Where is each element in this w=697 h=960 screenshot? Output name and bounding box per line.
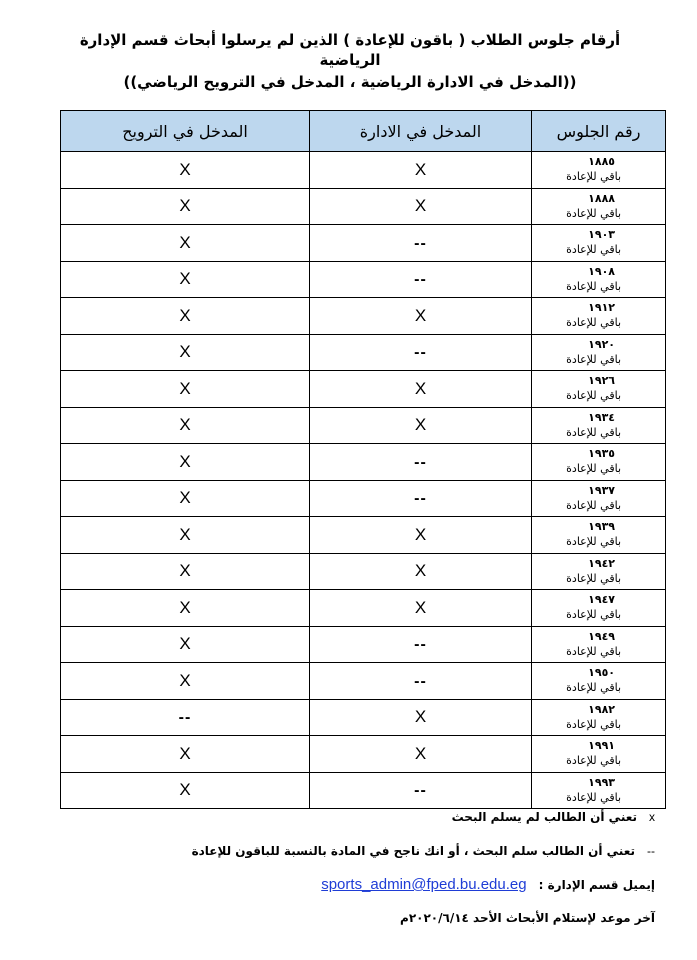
recreation-entry-mark: X <box>179 415 191 435</box>
legend-dash <box>192 843 655 859</box>
seat-cell <box>532 152 666 189</box>
seats-table <box>60 110 666 809</box>
seat-number: ١٩٤٧ <box>588 593 615 607</box>
admin-entry-mark: X <box>414 561 427 581</box>
recreation-entry-cell <box>61 225 310 262</box>
seat-status: باقي للإعادة <box>566 206 621 220</box>
seat-number: ١٩٣٥ <box>588 447 615 461</box>
admin-entry-mark: X <box>414 305 427 325</box>
table-row <box>61 590 666 627</box>
seat-status: باقي للإعادة <box>566 352 621 366</box>
table-row <box>61 444 666 481</box>
seat-status: باقي للإعادة <box>566 717 621 731</box>
recreation-entry-mark: X <box>179 670 191 690</box>
admin-entry-mark: X <box>414 597 427 617</box>
legend-x <box>452 809 655 825</box>
recreation-entry-cell <box>61 517 310 554</box>
seat-status: باقي للإعادة <box>566 644 621 658</box>
seat-number: ١٩٣٩ <box>588 520 615 534</box>
recreation-entry-mark: X <box>179 634 191 654</box>
admin-entry-mark: -- <box>414 271 427 289</box>
admin-entry-mark: -- <box>414 234 427 252</box>
admin-entry-mark: X <box>414 196 427 216</box>
admin-entry-cell <box>310 736 532 773</box>
table-row <box>61 371 666 408</box>
seat-status: باقي للإعادة <box>566 681 621 695</box>
seat-status: باقي للإعادة <box>566 279 621 293</box>
seat-status: باقي للإعادة <box>566 571 621 585</box>
admin-entry-cell <box>310 517 532 554</box>
recreation-entry-cell <box>61 407 310 444</box>
seat-number: ١٩٩١ <box>588 739 615 753</box>
column-header-admin-entry: المدخل في الادارة <box>310 111 532 152</box>
recreation-entry-cell <box>61 188 310 225</box>
recreation-entry-mark: X <box>179 597 191 617</box>
column-header-seat-number: رقم الجلوس <box>532 111 666 152</box>
contact-row <box>321 877 655 893</box>
seat-number: ١٩٤٩ <box>588 629 615 643</box>
table-row <box>61 188 666 225</box>
admin-entry-mark: -- <box>414 490 427 508</box>
seat-number: ١٨٨٨ <box>588 191 615 205</box>
admin-entry-mark: X <box>414 524 427 544</box>
table-row <box>61 699 666 736</box>
admin-entry-cell <box>310 699 532 736</box>
recreation-entry-mark: X <box>179 451 191 471</box>
recreation-entry-cell <box>61 371 310 408</box>
legend-dash-text: تعني أن الطالب سلم البحث ، أو انك ناجح في المادة بالنسبة للباقون للإعادة <box>191 844 635 858</box>
recreation-entry-mark: X <box>179 305 191 325</box>
email-label: إيميل قسم الإدارة : <box>538 878 655 892</box>
table-row <box>61 225 666 262</box>
recreation-entry-mark: X <box>179 342 191 362</box>
admin-entry-cell <box>310 371 532 408</box>
page-title: أرقام جلوس الطلاب ( باقون للإعادة ) الذين لم يرسلوا أبحاث قسم الإدارة الرياضية <box>79 31 621 69</box>
admin-entry-mark: -- <box>414 782 427 800</box>
admin-entry-cell <box>310 225 532 262</box>
table-row <box>61 334 666 371</box>
seat-cell <box>532 261 666 298</box>
seat-cell <box>532 480 666 517</box>
seat-cell <box>532 334 666 371</box>
recreation-entry-mark: X <box>179 159 191 179</box>
table-row <box>61 261 666 298</box>
admin-entry-mark: -- <box>414 344 427 362</box>
table-row <box>61 736 666 773</box>
legend-dash-symbol: -- <box>647 844 655 858</box>
deadline-note: آخر موعد لإستلام الأبحاث الأحد ٢٠٢٠/٦/١٤م <box>400 911 655 925</box>
admin-entry-cell <box>310 188 532 225</box>
recreation-entry-cell <box>61 480 310 517</box>
seat-cell <box>532 225 666 262</box>
recreation-entry-cell <box>61 444 310 481</box>
table-row <box>61 517 666 554</box>
table-row <box>61 626 666 663</box>
recreation-entry-cell <box>61 626 310 663</box>
recreation-entry-mark: X <box>179 524 191 544</box>
admin-entry-mark: X <box>414 378 427 398</box>
admin-entry-mark: X <box>414 159 427 179</box>
recreation-entry-cell <box>61 553 310 590</box>
seat-status: باقي للإعادة <box>566 498 621 512</box>
admin-entry-cell <box>310 480 532 517</box>
seat-cell <box>532 590 666 627</box>
recreation-entry-cell <box>61 590 310 627</box>
admin-entry-cell <box>310 553 532 590</box>
table-row <box>61 553 666 590</box>
table-row <box>61 772 666 809</box>
seat-status: باقي للإعادة <box>566 389 621 403</box>
seat-status: باقي للإعادة <box>566 170 621 184</box>
seat-status: باقي للإعادة <box>566 462 621 476</box>
recreation-entry-cell <box>61 699 310 736</box>
table-header-row <box>61 111 666 152</box>
admin-entry-cell <box>310 626 532 663</box>
seat-number: ١٩٠٣ <box>588 228 615 242</box>
recreation-entry-cell <box>61 772 310 809</box>
seat-cell <box>532 371 666 408</box>
recreation-entry-mark: X <box>179 780 191 800</box>
admin-entry-mark: X <box>414 415 427 435</box>
seat-number: ١٩٢٦ <box>588 374 615 388</box>
seat-cell <box>532 699 666 736</box>
seat-status: باقي للإعادة <box>566 425 621 439</box>
recreation-entry-cell <box>61 663 310 700</box>
admin-entry-mark: -- <box>414 672 427 690</box>
legend-x-symbol: x <box>649 810 655 824</box>
admin-entry-mark: -- <box>414 453 427 471</box>
seat-number: ١٩٨٢ <box>588 702 615 716</box>
recreation-entry-mark: X <box>179 196 191 216</box>
seat-number: ١٩٩٣ <box>588 775 615 789</box>
admin-entry-cell <box>310 444 532 481</box>
table-row <box>61 298 666 335</box>
page-subtitle: ((المدخل في الادارة الرياضية ، المدخل في الترويح الرياضي)) <box>123 73 577 91</box>
admin-entry-cell <box>310 772 532 809</box>
admin-entry-cell <box>310 261 532 298</box>
seat-status: باقي للإعادة <box>566 790 621 804</box>
seat-number: ١٩٥٠ <box>588 666 615 680</box>
seat-number: ١٩٣٤ <box>588 410 615 424</box>
seat-cell <box>532 663 666 700</box>
admin-entry-cell <box>310 407 532 444</box>
seat-number: ١٨٨٥ <box>588 155 615 169</box>
seat-cell <box>532 772 666 809</box>
seat-cell <box>532 298 666 335</box>
seat-cell <box>532 626 666 663</box>
recreation-entry-mark: X <box>179 561 191 581</box>
seat-number: ١٩٠٨ <box>588 264 615 278</box>
seat-number: ١٩٣٧ <box>588 483 615 497</box>
table-row <box>61 152 666 189</box>
table-row <box>61 407 666 444</box>
recreation-entry-mark: X <box>179 488 191 508</box>
seat-cell <box>532 407 666 444</box>
recreation-entry-cell <box>61 152 310 189</box>
admin-entry-cell <box>310 590 532 627</box>
seat-status: باقي للإعادة <box>566 243 621 257</box>
seat-number: ١٩٢٠ <box>588 337 615 351</box>
admin-entry-mark: -- <box>414 636 427 654</box>
column-header-recreation-entry: المدخل في الترويح <box>61 111 310 152</box>
seat-status: باقي للإعادة <box>566 754 621 768</box>
admin-entry-mark: X <box>414 743 427 763</box>
recreation-entry-cell <box>61 261 310 298</box>
seat-cell <box>532 444 666 481</box>
recreation-entry-cell <box>61 298 310 335</box>
admin-entry-cell <box>310 298 532 335</box>
recreation-entry-cell <box>61 736 310 773</box>
recreation-entry-mark: X <box>179 269 191 289</box>
table-row <box>61 663 666 700</box>
table-row <box>61 480 666 517</box>
seat-cell <box>532 188 666 225</box>
seat-number: ١٩١٢ <box>588 301 615 315</box>
seat-status: باقي للإعادة <box>566 535 621 549</box>
recreation-entry-mark: X <box>179 743 191 763</box>
admin-entry-cell <box>310 663 532 700</box>
email-link[interactable]: sports_admin@fped.bu.edu.eg <box>321 876 527 893</box>
recreation-entry-cell <box>61 334 310 371</box>
seat-number: ١٩٤٢ <box>588 556 615 570</box>
recreation-entry-mark: X <box>179 232 191 252</box>
seat-cell <box>532 517 666 554</box>
legend-x-text: تعني أن الطالب لم يسلم البحث <box>451 810 637 824</box>
recreation-entry-mark: X <box>179 378 191 398</box>
admin-entry-cell <box>310 334 532 371</box>
seat-status: باقي للإعادة <box>566 608 621 622</box>
recreation-entry-mark: -- <box>178 709 192 727</box>
admin-entry-mark: X <box>414 707 427 727</box>
seat-status: باقي للإعادة <box>566 316 621 330</box>
admin-entry-cell <box>310 152 532 189</box>
seat-cell <box>532 736 666 773</box>
seat-cell <box>532 553 666 590</box>
